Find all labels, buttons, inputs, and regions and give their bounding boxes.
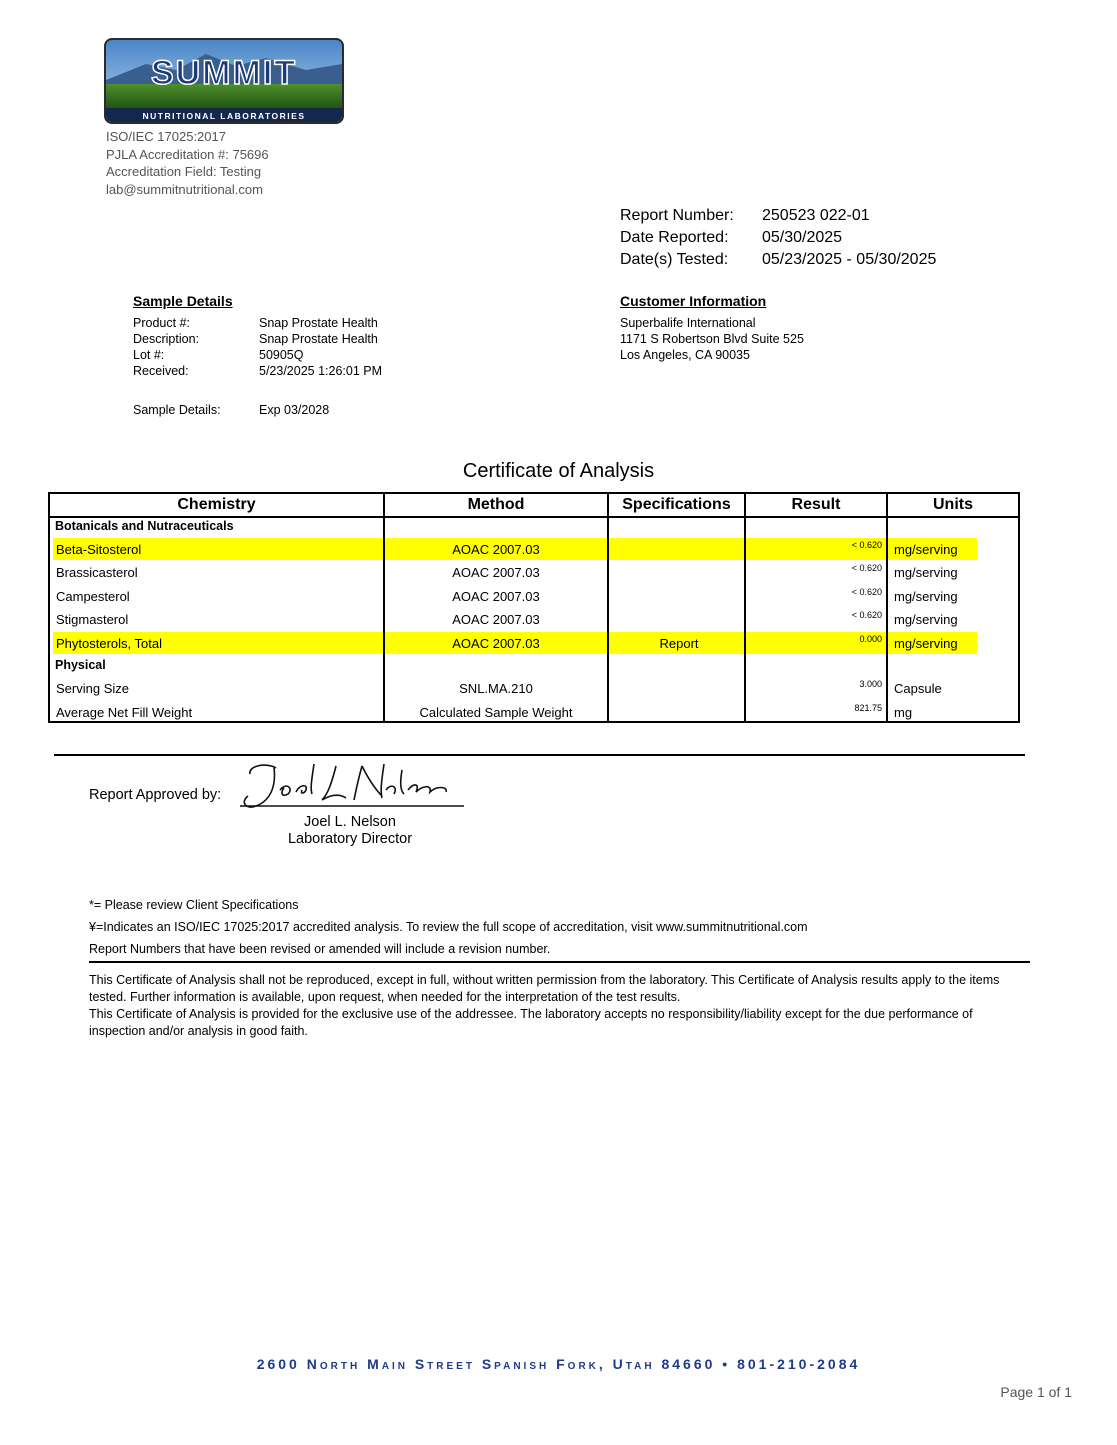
section-divider — [89, 961, 1030, 963]
table-row — [50, 608, 1018, 630]
cell-spec: Report — [659, 636, 699, 651]
customer-info-title: Customer Information — [620, 293, 767, 309]
signer-title: Laboratory Director — [287, 831, 413, 847]
field-value: Snap Prostate Health — [259, 316, 378, 330]
field-label: Lot #: — [133, 348, 165, 362]
table-row — [50, 538, 1018, 560]
table-row — [50, 701, 1018, 723]
report-value: 05/23/2025 - 05/30/2025 — [762, 251, 937, 268]
page-number: Page 1 of 1 — [1000, 1384, 1072, 1400]
sample-field — [133, 331, 382, 347]
dates-tested-row — [620, 249, 936, 271]
signature-graphic — [236, 760, 468, 812]
cell-chemistry: Brassicasterol — [56, 565, 138, 580]
cell-result: < 0.620 — [851, 540, 882, 550]
report-label: Date Reported: — [620, 229, 729, 246]
cell-units: Capsule — [894, 681, 942, 696]
cell-units: mg — [894, 705, 913, 720]
header-divider — [50, 516, 1018, 518]
sample-details-title: Sample Details — [133, 293, 233, 309]
approved-by-label: Report Approved by: — [89, 787, 222, 803]
sample-details — [133, 315, 382, 379]
report-number-row — [620, 205, 936, 227]
disclaimer-paragraph: This Certificate of Analysis is provided for the exclusive use of the addressee. The laboratory accepts no responsibility/liability except for the due performance of inspection and/or analysis in good faith. — [89, 1007, 973, 1038]
cell-units: mg/serving — [894, 636, 958, 651]
cell-result: 0.000 — [859, 634, 882, 644]
cell-units: mg/serving — [894, 542, 958, 557]
header-units: Units — [933, 496, 973, 513]
cell-chemistry: Beta-Sitosterol — [56, 542, 142, 557]
summit-logo — [104, 38, 344, 124]
cell-method: AOAC 2007.03 — [452, 542, 540, 557]
logo-graphic — [106, 40, 342, 122]
cell-method: AOAC 2007.03 — [452, 565, 540, 580]
header-method: Method — [467, 496, 525, 513]
certificate-title: Certificate of Analysis — [462, 460, 655, 482]
header-chemistry: Chemistry — [177, 496, 256, 513]
report-label: Report Number: — [620, 207, 734, 224]
cell-chemistry: Average Net Fill Weight — [56, 705, 193, 720]
cell-method: AOAC 2007.03 — [452, 589, 540, 604]
cell-method: AOAC 2007.03 — [452, 636, 540, 651]
logo-name: SUMMIT — [150, 54, 298, 92]
cell-method: SNL.MA.210 — [459, 681, 533, 696]
results-table — [48, 492, 1020, 723]
signer-name: Joel L. Nelson — [304, 814, 396, 830]
customer-line: 1171 S Robertson Blvd Suite 525 — [620, 332, 804, 346]
table-row — [50, 585, 1018, 607]
cell-units: mg/serving — [894, 612, 958, 627]
lab-info-line: PJLA Accreditation #: 75696 — [106, 146, 269, 162]
cell-result: 3.000 — [859, 679, 882, 689]
field-value: Snap Prostate Health — [259, 332, 378, 346]
sample-field — [133, 315, 382, 331]
report-value: 05/30/2025 — [762, 229, 843, 246]
customer-line: Superbalife International — [620, 316, 756, 330]
table-row — [50, 561, 1018, 583]
cell-chemistry: Stigmasterol — [56, 612, 129, 627]
cell-chemistry: Phytosterols, Total — [56, 636, 162, 651]
signature — [236, 760, 468, 817]
disclaimer-paragraph: This Certificate of Analysis shall not be reproduced, except in full, without written permission from the laboratory. This Certificate of Analysis results apply to the items tested. Further information is available, upon request, when needed for the interpretation of the test results. — [89, 973, 1000, 1004]
cell-method: AOAC 2007.03 — [452, 612, 540, 627]
report-label: Date(s) Tested: — [620, 251, 729, 268]
report-value: 250523 022-01 — [762, 207, 870, 224]
table-row — [50, 632, 1018, 654]
category-label: Botanicals and Nutraceuticals — [55, 519, 234, 533]
category-label: Physical — [55, 658, 106, 672]
date-reported-row — [620, 227, 936, 249]
cell-result: < 0.620 — [851, 587, 882, 597]
cell-result: 821.75 — [854, 703, 882, 713]
field-label: Product #: — [133, 316, 190, 330]
field-value: Exp 03/2028 — [259, 403, 330, 417]
sample-field — [133, 347, 382, 363]
cell-chemistry: Campesterol — [56, 589, 130, 604]
sample-field — [133, 363, 382, 379]
cell-result: < 0.620 — [851, 610, 882, 620]
customer-line: Los Angeles, CA 90035 — [620, 348, 750, 362]
cell-method: Calculated Sample Weight — [419, 705, 573, 720]
field-value: 50905Q — [259, 348, 304, 362]
table-row — [50, 677, 1018, 699]
note-line: *= Please review Client Specifications — [89, 898, 299, 912]
header-result: Result — [791, 496, 841, 513]
field-label: Description: — [133, 332, 199, 346]
header-specifications: Specifications — [622, 496, 731, 513]
field-value: 5/23/2025 1:26:01 PM — [259, 364, 383, 378]
cell-units: mg/serving — [894, 589, 958, 604]
sample-extra — [133, 402, 329, 418]
field-label: Sample Details: — [133, 403, 221, 417]
disclaimer — [89, 972, 1029, 1040]
field-label: Received: — [133, 364, 189, 378]
section-divider — [54, 754, 1025, 756]
lab-info — [106, 128, 269, 198]
report-meta — [620, 205, 936, 271]
customer-info — [620, 315, 804, 363]
signer-block — [250, 814, 450, 848]
footer-address: 2600 North Main Street Spanish Fork, Utah 84660 • 801-210-2084 — [256, 1356, 861, 1372]
lab-info-line: ISO/IEC 17025:2017 — [106, 129, 226, 144]
cell-chemistry: Serving Size — [56, 681, 129, 696]
notes — [89, 894, 808, 960]
cell-units: mg/serving — [894, 565, 958, 580]
note-line: Report Numbers that have been revised or amended will include a revision number. — [89, 942, 551, 956]
note-line: ¥=Indicates an ISO/IEC 17025:2017 accredited analysis. To review the full scope of accreditation, visit www.summitnutritional.com — [89, 920, 808, 934]
logo-sub: NUTRITIONAL LABORATORIES — [142, 111, 306, 121]
lab-info-line: Accreditation Field: Testing — [106, 164, 262, 179]
lab-info-line: lab@summitnutritional.com — [106, 181, 263, 197]
cell-result: < 0.620 — [851, 563, 882, 573]
